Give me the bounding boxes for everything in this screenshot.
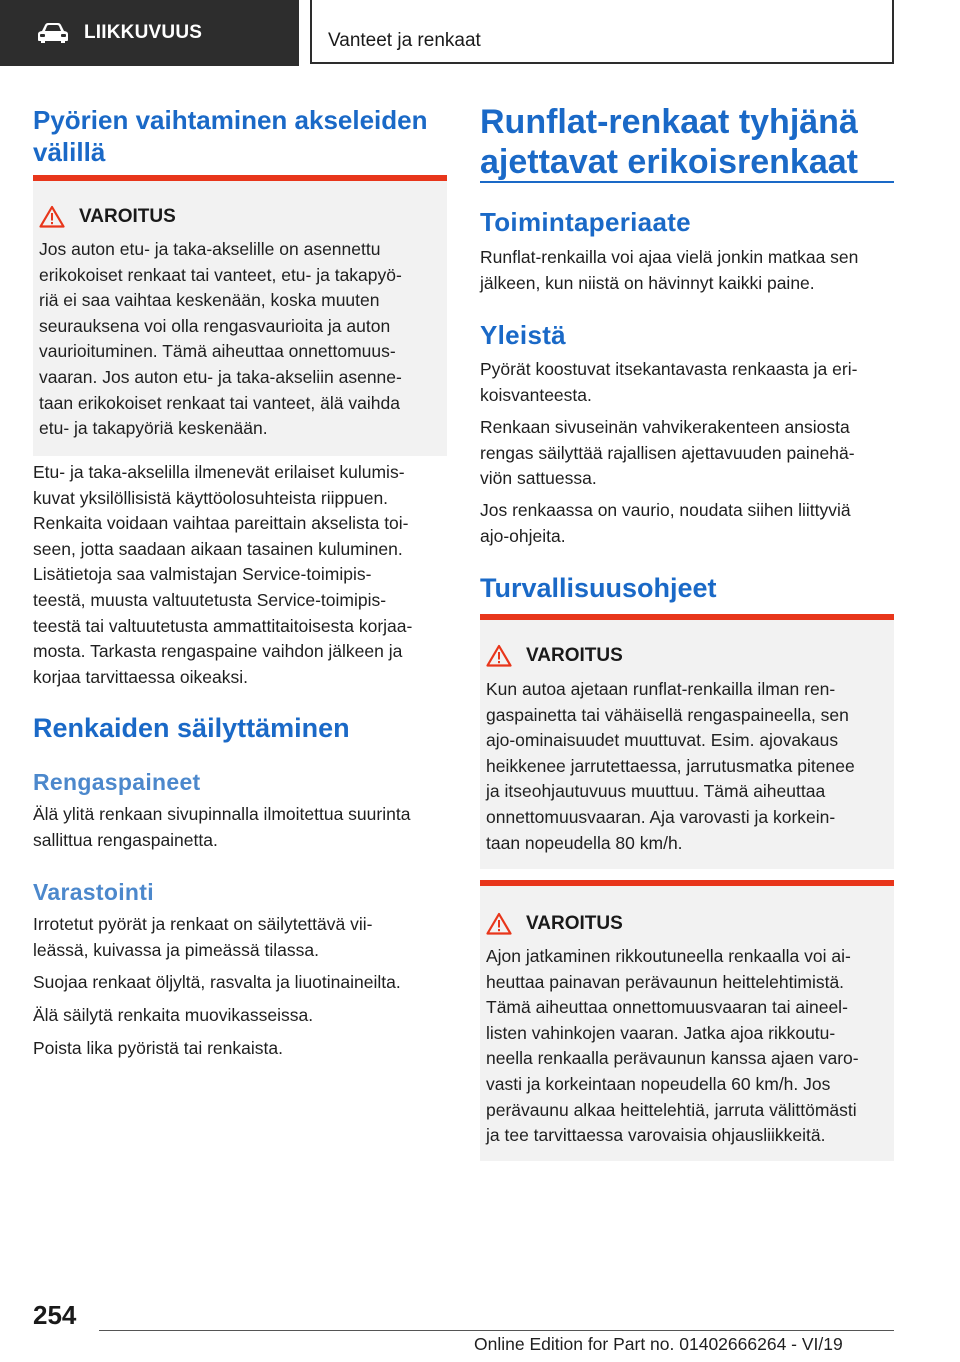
- paragraph-general-1: Pyörät koostuvat itsekantavasta renkaasta ja eri‐ koisvanteesta.: [480, 359, 858, 405]
- warning-text: Kun autoa ajetaan runflat-renkailla ilman ren‐ gaspainetta tai vähäisellä rengaspaineella, sen ajo-ominaisuudet muuttuvat. Esim. ajovakaus heikkenee jarrutettaessa, jarrutusmatka pitenee ja itseohjautuvuus muuttuu. Tämä aiheuttaa onnettomuusvaaran. Aja varovasti ja korkein‐ taan nopeudella 80 km/h.: [486, 679, 855, 853]
- warning-title: VAROITUS: [526, 912, 623, 934]
- paragraph-pressure: Älä ylitä renkaan sivupinnalla ilmoitettua suurinta sallittua rengaspainetta.: [33, 804, 411, 850]
- warning-triangle-icon: [486, 912, 512, 935]
- heading-wheel-swap: Pyörien vaihtaminen akseleiden välillä: [33, 105, 428, 167]
- warning-triangle-icon: [39, 205, 65, 228]
- warning-box-3: [480, 880, 894, 1161]
- warning-title: VAROITUS: [526, 644, 623, 666]
- paragraph-swap: Etu- ja taka-akselilla ilmenevät erilaiset kulumis‐ kuvat yksilöllisistä käyttöolosuhteista riippuen. Renkaita voidaan vaihtaa pareittain akselista toi‐ seen, jotta saadaan aikaan tasainen kuluminen. Lisätietoja saa valmistajan Service-toimipis‐ teestä, muusta valtuutetusta Service-toimipis‐ teestä tai valtuutetusta ammattitaitoisesta korjaa‐ mosta. Tarkasta rengaspaine vaihdon jälkeen ja korjaa tarvittaessa oikeaksi.: [33, 462, 413, 687]
- chapter-label: Vanteet ja renkaat: [328, 30, 481, 51]
- warning-box-1: [33, 175, 447, 456]
- paragraph-general-3: Jos renkaassa on vaurio, noudata siihen liittyviä ajo-ohjeita.: [480, 500, 851, 546]
- subheading-stowage: Varastointi: [33, 879, 154, 905]
- footer-rule: [99, 1330, 894, 1331]
- subheading-pressure: Rengaspaineet: [33, 769, 201, 795]
- warning-triangle-icon: [486, 644, 512, 667]
- heading-runflat: Runflat-renkaat tyhjänä ajettavat erikoisrenkaat: [480, 103, 858, 181]
- category-tab: [0, 0, 299, 66]
- paragraph-stowage-1: Irrotetut pyörät ja renkaat on säilytettävä vii‐ leässä, kuivassa ja pimeässä tilassa.: [33, 914, 373, 960]
- car-icon: [36, 22, 70, 44]
- warning-title-row: [486, 644, 623, 667]
- warning-text: Jos auton etu- ja taka-akselille on asennettu erikokoiset renkaat tai vanteet, etu- ja takapyö‐ riä ei saa vaihtaa keskenään, koska muuten seurauksena voi olla rengasvaurioita ja auton vaurioituminen. Tämä aiheuttaa onnettomuus‐ vaaran. Jos auton etu- ja taka-akseliin asenne‐ taan erikokoiset renkaat tai vanteet, älä vaihda etu- ja takapyöriä keskenään.: [39, 239, 402, 439]
- subheading-principle: Toimintaperiaate: [480, 207, 691, 237]
- paragraph-stowage-3: Älä säilytä renkaita muovikasseissa.: [33, 1005, 314, 1025]
- page-number: 254: [33, 1300, 77, 1330]
- warning-box-2: [480, 614, 894, 869]
- category-label: LIIKKUVUUS: [84, 22, 203, 43]
- subheading-general: Yleistä: [480, 320, 566, 350]
- paragraph-stowage-2: Suojaa renkaat öljyltä, rasvalta ja liuotinaineilta.: [33, 972, 401, 992]
- warning-title: VAROITUS: [79, 205, 176, 227]
- edition-note: Online Edition for Part no. 01402666264 - VI/19: [474, 1334, 843, 1354]
- warning-text: Ajon jatkaminen rikkoutuneella renkaalla voi ai‐ heuttaa painavan perävaunun heittelehtimistä. Tämä aiheuttaa onnettomuusvaaran tai aineel‐ listen vahinkojen vaaran. Jatka ajoa rikkoutu‐ neella renkaalla perävaunun kanssa ajaen varo‐ vasti ja korkeintaan nopeudella 60 km/h. Jos perävaunu alkaa heittelehtiä, jarruta välittömästi ja tee tarvittaessa varovaisia ohjausliikkeitä.: [486, 946, 859, 1146]
- page-header: [0, 0, 960, 66]
- warning-title-row: [39, 205, 176, 228]
- heading-safety: Turvallisuusohjeet: [480, 573, 717, 603]
- paragraph-principle: Runflat-renkailla voi ajaa vielä jonkin matkaa sen jälkeen, kun niistä on hävinnyt kaikki paine.: [480, 247, 859, 293]
- paragraph-general-2: Renkaan sivuseinän vahvikerakenteen ansiosta rengas säilyttää rajallisen ajettavuuden painehä‐ viön sattuessa.: [480, 417, 855, 489]
- warning-title-row: [486, 912, 623, 935]
- chapter-tab: [310, 0, 894, 64]
- heading-rule: [480, 181, 894, 183]
- paragraph-stowage-4: Poista lika pyöristä tai renkaista.: [33, 1038, 283, 1058]
- heading-tire-storage: Renkaiden säilyttäminen: [33, 713, 350, 743]
